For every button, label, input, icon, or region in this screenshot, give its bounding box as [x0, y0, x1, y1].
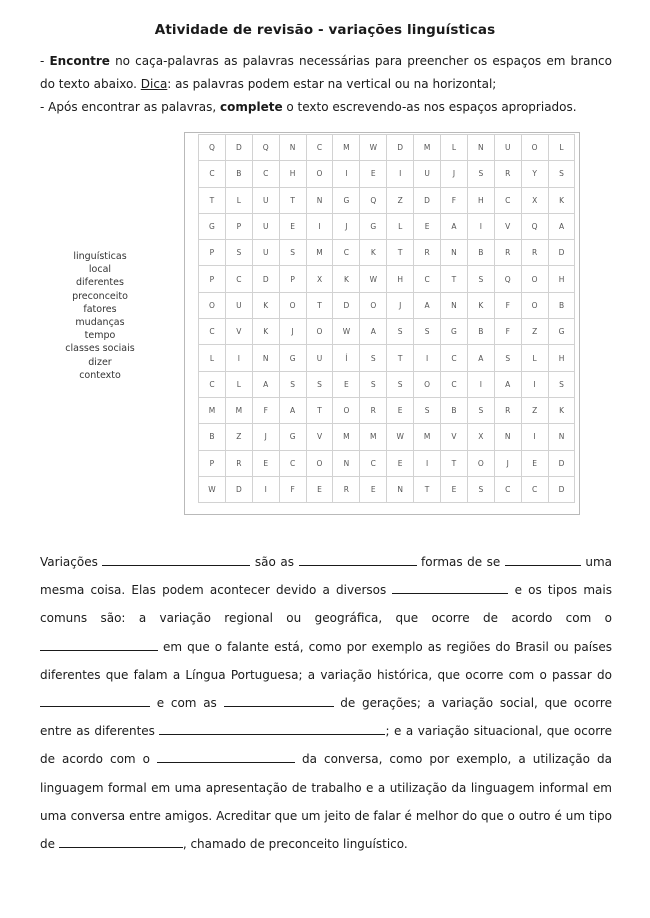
grid-cell: O: [522, 266, 549, 292]
grid-cell: A: [549, 214, 576, 240]
grid-cell: E: [333, 372, 360, 398]
grid-cell: Z: [387, 188, 414, 214]
word-list: [55, 250, 145, 382]
grid-cell: W: [199, 477, 226, 503]
grid-cell: O: [468, 451, 495, 477]
grid-cell: U: [414, 161, 441, 187]
grid-cell: I: [226, 345, 253, 371]
grid-cell: O: [307, 451, 334, 477]
grid-cell: S: [549, 372, 576, 398]
grid-cell: I: [522, 424, 549, 450]
grid-cell: K: [333, 266, 360, 292]
grid-cell: K: [549, 188, 576, 214]
paragraph-text: e os tipos mais comuns são: a variação regional ou geográfica, que ocorre de acordo com o: [40, 583, 612, 626]
grid-cell: E: [387, 451, 414, 477]
grid-cell: A: [414, 293, 441, 319]
grid-cell: V: [226, 319, 253, 345]
answer-blank-6[interactable]: [40, 693, 150, 707]
answer-blank-10[interactable]: [59, 834, 183, 848]
grid-cell: F: [495, 319, 522, 345]
grid-cell: Q: [253, 135, 280, 161]
word-search-grid: [198, 134, 575, 503]
grid-cell: O: [199, 293, 226, 319]
instruction-keyword-complete: complete: [220, 100, 283, 114]
grid-cell: G: [549, 319, 576, 345]
grid-cell: K: [360, 240, 387, 266]
answer-blank-1[interactable]: [102, 552, 250, 566]
grid-cell: N: [333, 451, 360, 477]
grid-cell: O: [414, 372, 441, 398]
grid-cell: K: [549, 398, 576, 424]
grid-cell: O: [522, 135, 549, 161]
grid-cell: D: [414, 188, 441, 214]
grid-cell: X: [307, 266, 334, 292]
grid-cell: K: [253, 319, 280, 345]
grid-cell: L: [441, 135, 468, 161]
instruction-line-2: [40, 96, 612, 119]
word-list-item: classes sociais: [65, 343, 135, 355]
word-list-item: dizer: [88, 356, 112, 368]
grid-cell: C: [199, 372, 226, 398]
grid-cell: U: [495, 135, 522, 161]
grid-cell: S: [495, 345, 522, 371]
grid-cell: B: [441, 398, 468, 424]
grid-cell: T: [387, 345, 414, 371]
grid-cell: J: [441, 161, 468, 187]
grid-cell: J: [280, 319, 307, 345]
grid-cell: C: [495, 188, 522, 214]
grid-cell: Q: [522, 214, 549, 240]
grid-cell: W: [387, 424, 414, 450]
grid-cell: S: [387, 372, 414, 398]
instruction-dash: -: [40, 54, 50, 68]
grid-cell: G: [360, 214, 387, 240]
grid-cell: L: [387, 214, 414, 240]
grid-cell: H: [549, 266, 576, 292]
grid-cell: E: [253, 451, 280, 477]
grid-cell: I: [522, 372, 549, 398]
grid-cell: J: [333, 214, 360, 240]
grid-cell: S: [414, 398, 441, 424]
grid-cell: I: [307, 214, 334, 240]
paragraph-text: da conversa, como por exemplo, a utilização da linguagem formal em uma apresentação de trabalho e a utilização da linguagem informal em uma conversa entre amigos. Acreditar que um jeito de falar é melhor do que o outro é um tipo de: [40, 752, 612, 852]
grid-cell: X: [468, 424, 495, 450]
paragraph-text: Variações: [40, 555, 98, 569]
grid-cell: C: [199, 319, 226, 345]
grid-cell: R: [495, 161, 522, 187]
grid-cell: C: [226, 266, 253, 292]
paragraph-text: em que o falante está, como por exemplo as regiões do Brasil ou países diferentes que falam a Língua Portuguesa; a variação histórica, que ocorre com o passar do: [40, 639, 612, 682]
grid-cell: H: [387, 266, 414, 292]
grid-cell: S: [280, 240, 307, 266]
grid-cell: Q: [199, 135, 226, 161]
grid-cell: G: [333, 188, 360, 214]
grid-cell: O: [307, 319, 334, 345]
grid-cell: R: [495, 240, 522, 266]
tip-label: Dica: [140, 77, 168, 91]
grid-cell: D: [226, 477, 253, 503]
grid-cell: W: [333, 319, 360, 345]
word-list-item: local: [88, 264, 112, 276]
instruction-keyword-encontre: Encontre: [49, 54, 110, 68]
answer-blank-3[interactable]: [505, 552, 581, 566]
grid-cell: U: [253, 214, 280, 240]
grid-cell: S: [468, 477, 495, 503]
grid-cell: L: [226, 372, 253, 398]
grid-cell: S: [549, 161, 576, 187]
grid-cell: P: [280, 266, 307, 292]
grid-cell: O: [280, 293, 307, 319]
grid-cell: Q: [495, 266, 522, 292]
grid-cell: U: [226, 293, 253, 319]
grid-cell: H: [468, 188, 495, 214]
grid-cell: S: [468, 266, 495, 292]
paragraph-text: e com as: [156, 696, 217, 711]
grid-cell: C: [280, 451, 307, 477]
answer-blank-8[interactable]: [159, 721, 385, 735]
grid-cell: D: [253, 266, 280, 292]
grid-cell: C: [199, 161, 226, 187]
grid-cell: R: [226, 451, 253, 477]
grid-cell: J: [387, 293, 414, 319]
grid-cell: C: [307, 135, 334, 161]
fill-in-paragraph: [40, 548, 612, 858]
answer-blank-5[interactable]: [40, 637, 158, 651]
answer-blank-4[interactable]: [392, 580, 508, 594]
grid-cell: A: [441, 214, 468, 240]
grid-cell: E: [387, 398, 414, 424]
grid-cell: S: [280, 372, 307, 398]
grid-cell: M: [307, 240, 334, 266]
grid-cell: C: [333, 240, 360, 266]
grid-cell: C: [441, 345, 468, 371]
grid-cell: V: [495, 214, 522, 240]
word-list-item: tempo: [84, 330, 116, 342]
grid-cell: O: [307, 161, 334, 187]
instruction-text: - Após encontrar as palavras,: [40, 100, 220, 114]
grid-cell: N: [441, 240, 468, 266]
grid-cell: T: [307, 398, 334, 424]
grid-cell: Y: [522, 161, 549, 187]
grid-cell: W: [360, 266, 387, 292]
grid-cell: T: [307, 293, 334, 319]
answer-blank-2[interactable]: [299, 552, 417, 566]
grid-cell: H: [280, 161, 307, 187]
grid-cell: O: [333, 398, 360, 424]
grid-cell: A: [280, 398, 307, 424]
grid-cell: Í: [333, 345, 360, 371]
grid-cell: B: [199, 424, 226, 450]
grid-cell: E: [441, 477, 468, 503]
grid-cell: G: [280, 424, 307, 450]
grid-cell: F: [441, 188, 468, 214]
grid-cell: A: [360, 319, 387, 345]
grid-cell: P: [199, 266, 226, 292]
answer-blank-7[interactable]: [224, 693, 334, 707]
grid-cell: N: [387, 477, 414, 503]
word-list-item: mudanças: [75, 317, 125, 329]
grid-cell: J: [495, 451, 522, 477]
grid-cell: E: [307, 477, 334, 503]
word-list-item: contexto: [79, 369, 121, 381]
grid-cell: N: [468, 135, 495, 161]
grid-cell: R: [360, 398, 387, 424]
grid-cell: L: [199, 345, 226, 371]
grid-cell: S: [468, 398, 495, 424]
grid-cell: N: [307, 188, 334, 214]
grid-cell: C: [360, 451, 387, 477]
grid-cell: E: [414, 214, 441, 240]
grid-cell: X: [522, 188, 549, 214]
grid-cell: S: [226, 240, 253, 266]
grid-cell: S: [360, 372, 387, 398]
grid-cell: K: [468, 293, 495, 319]
grid-cell: E: [280, 214, 307, 240]
instructions: [40, 50, 612, 119]
grid-cell: M: [414, 135, 441, 161]
grid-cell: V: [307, 424, 334, 450]
grid-cell: F: [495, 293, 522, 319]
answer-blank-9[interactable]: [157, 749, 295, 763]
grid-cell: O: [360, 293, 387, 319]
word-list-item: linguísticas: [73, 251, 127, 262]
paragraph-text: uma mesma coisa. Elas podem acontecer devido a diversos: [40, 555, 613, 598]
grid-cell: B: [468, 240, 495, 266]
grid-cell: C: [253, 161, 280, 187]
grid-cell: S: [307, 372, 334, 398]
grid-cell: M: [333, 424, 360, 450]
grid-cell: C: [414, 266, 441, 292]
grid-cell: U: [307, 345, 334, 371]
grid-cell: E: [360, 161, 387, 187]
grid-cell: D: [333, 293, 360, 319]
grid-cell: T: [280, 188, 307, 214]
instruction-line-1: [40, 50, 612, 96]
word-list-item: diferentes: [76, 277, 124, 289]
grid-cell: T: [414, 477, 441, 503]
grid-cell: L: [522, 345, 549, 371]
tip-text: : as palavras podem estar na vertical ou na horizontal;: [167, 77, 497, 91]
grid-cell: I: [414, 345, 441, 371]
grid-cell: B: [468, 319, 495, 345]
grid-cell: H: [549, 345, 576, 371]
grid-cell: F: [280, 477, 307, 503]
instruction-text: o texto escrevendo-as nos espaços apropriados.: [282, 100, 577, 114]
grid-cell: U: [253, 188, 280, 214]
paragraph-text: , chamado de preconceito linguístico.: [182, 837, 408, 852]
grid-cell: I: [253, 477, 280, 503]
grid-cell: S: [387, 319, 414, 345]
grid-cell: P: [199, 240, 226, 266]
grid-cell: S: [360, 345, 387, 371]
grid-cell: I: [468, 214, 495, 240]
grid-cell: N: [253, 345, 280, 371]
grid-cell: M: [360, 424, 387, 450]
grid-cell: T: [387, 240, 414, 266]
grid-cell: N: [495, 424, 522, 450]
grid-cell: C: [441, 372, 468, 398]
paragraph-text: formas de se: [421, 555, 501, 569]
grid-cell: A: [253, 372, 280, 398]
grid-cell: P: [199, 451, 226, 477]
grid-cell: I: [387, 161, 414, 187]
grid-cell: R: [414, 240, 441, 266]
grid-cell: G: [441, 319, 468, 345]
grid-cell: N: [549, 424, 576, 450]
grid-cell: B: [549, 293, 576, 319]
word-list-item: preconceito: [72, 290, 128, 302]
grid-cell: J: [253, 424, 280, 450]
grid-cell: M: [226, 398, 253, 424]
grid-cell: M: [199, 398, 226, 424]
grid-cell: A: [468, 345, 495, 371]
grid-cell: Z: [522, 319, 549, 345]
grid-cell: N: [441, 293, 468, 319]
grid-cell: T: [441, 266, 468, 292]
grid-cell: F: [253, 398, 280, 424]
grid-cell: W: [360, 135, 387, 161]
grid-cell: T: [441, 451, 468, 477]
grid-cell: O: [522, 293, 549, 319]
grid-cell: G: [199, 214, 226, 240]
paragraph-text: são as: [254, 555, 294, 569]
grid-cell: T: [199, 188, 226, 214]
grid-cell: L: [226, 188, 253, 214]
grid-cell: C: [495, 477, 522, 503]
grid-cell: E: [360, 477, 387, 503]
grid-cell: V: [441, 424, 468, 450]
grid-cell: D: [549, 451, 576, 477]
grid-cell: B: [226, 161, 253, 187]
grid-cell: R: [495, 398, 522, 424]
paragraph-text: ; e a variação situacional, que ocorre de acordo com o: [40, 724, 612, 767]
grid-cell: M: [333, 135, 360, 161]
paragraph-text: de gerações; a variação social, que ocorre entre as diferentes: [40, 696, 612, 739]
grid-cell: M: [414, 424, 441, 450]
grid-cell: I: [414, 451, 441, 477]
grid-cell: R: [522, 240, 549, 266]
grid-cell: K: [253, 293, 280, 319]
grid-cell: P: [226, 214, 253, 240]
word-list-item: fatores: [83, 303, 117, 315]
grid-cell: D: [549, 240, 576, 266]
grid-cell: D: [387, 135, 414, 161]
grid-cell: Q: [360, 188, 387, 214]
grid-cell: L: [549, 135, 576, 161]
grid-cell: D: [549, 477, 576, 503]
grid-cell: I: [333, 161, 360, 187]
grid-cell: C: [522, 477, 549, 503]
page-title: Atividade de revisão - variações linguísticas: [154, 22, 496, 38]
grid-cell: U: [253, 240, 280, 266]
grid-cell: E: [522, 451, 549, 477]
grid-cell: G: [280, 345, 307, 371]
grid-cell: N: [280, 135, 307, 161]
grid-cell: Z: [522, 398, 549, 424]
grid-cell: S: [468, 161, 495, 187]
instruction-text: no caça-palavras as palavras necessárias para preencher os espaços em branco do texto abaixo.: [40, 54, 612, 91]
grid-cell: A: [495, 372, 522, 398]
grid-cell: S: [414, 319, 441, 345]
grid-cell: R: [333, 477, 360, 503]
grid-cell: D: [226, 135, 253, 161]
grid-cell: Z: [226, 424, 253, 450]
grid-cell: I: [468, 372, 495, 398]
